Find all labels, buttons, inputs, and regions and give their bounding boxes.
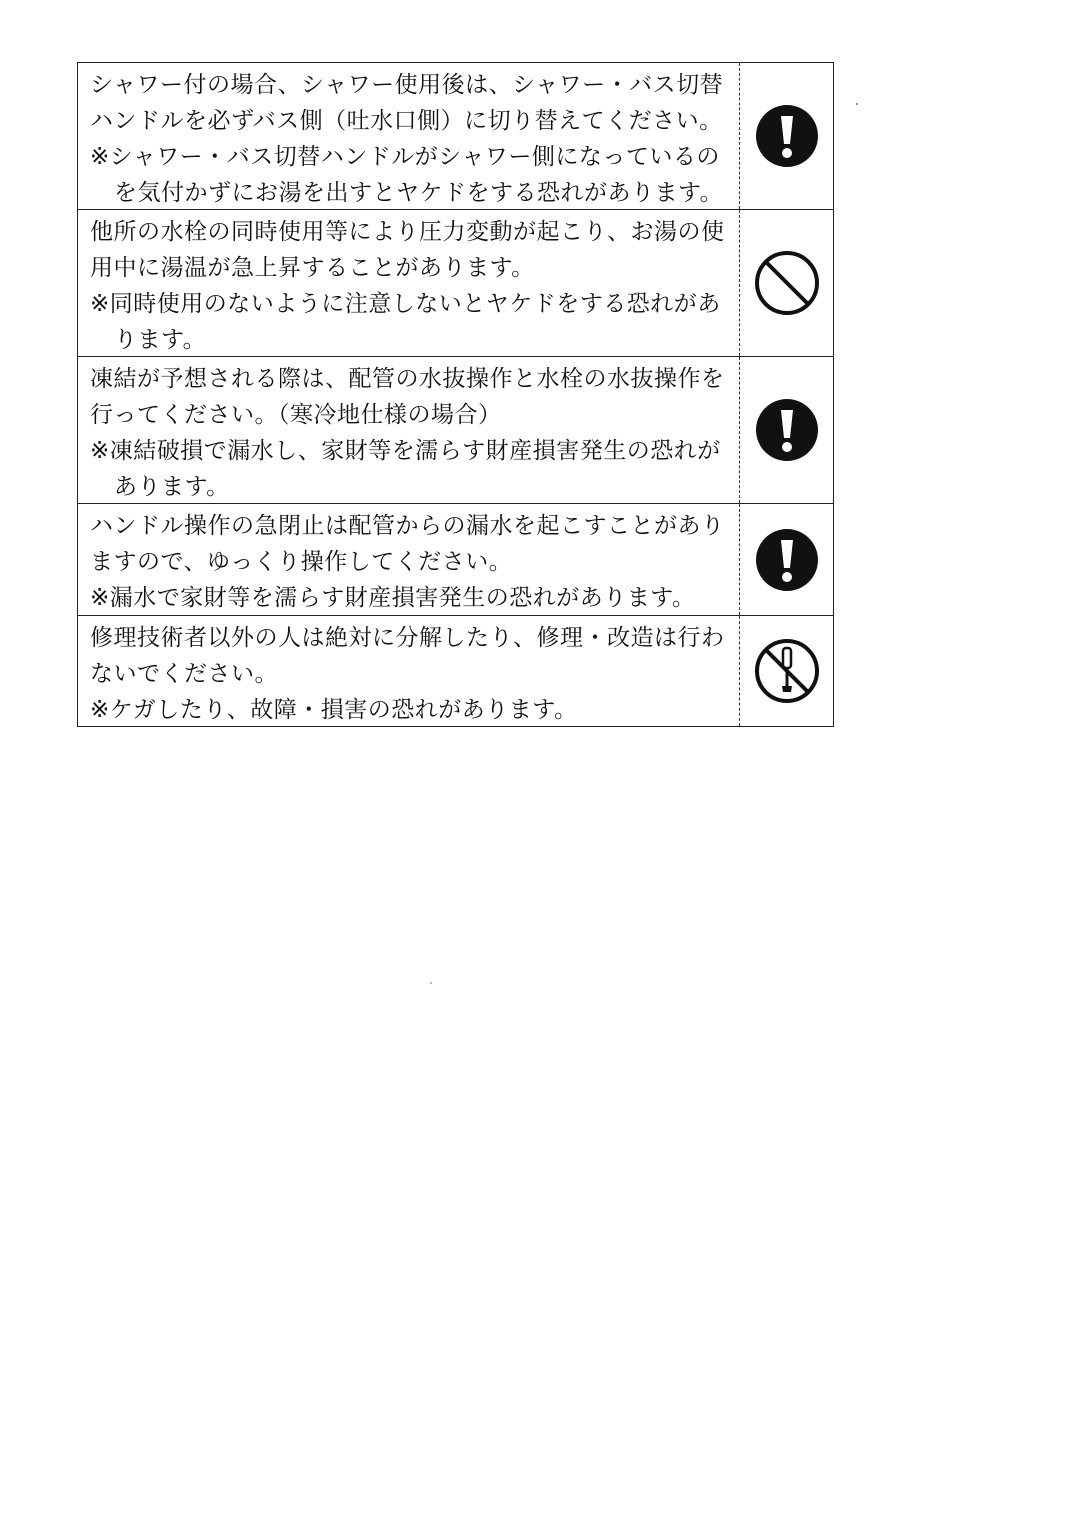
warning-note-text: ※同時使用のないように注意しないとヤケドをする恐れがあります。 — [90, 291, 721, 353]
warning-icon-cell — [740, 616, 833, 726]
warning-text-cell — [78, 63, 740, 209]
warning-row-disassembly — [78, 616, 833, 726]
scan-speck — [856, 103, 858, 105]
warning-text-cell — [78, 210, 740, 356]
warning-icon-cell — [740, 63, 833, 209]
warning-main-text: ハンドル操作の急閉止は配管からの漏水を起こすことがありますので、ゆっくり操作してください。 — [90, 513, 725, 575]
mandatory-exclamation-icon — [755, 104, 819, 168]
warning-main-text: 修理技術者以外の人は絶対に分解したり、修理・改造は行わないでください。 — [90, 625, 725, 687]
warning-main-text: 凍結が予想される際は、配管の水抜操作と水栓の水抜操作を行ってください。（寒冷地仕様の場合） — [90, 366, 725, 428]
warning-main-text: 他所の水栓の同時使用等により圧力変動が起こり、お湯の使用中に湯温が急上昇することがあります。 — [90, 219, 725, 281]
mandatory-exclamation-icon — [755, 398, 819, 462]
warning-note-text: ※シャワー・バス切替ハンドルがシャワー側になっているのを気付かずにお湯を出すとヤケドをする恐れがあります。 — [90, 144, 724, 206]
warning-icon-cell — [740, 357, 833, 503]
scan-speck — [430, 982, 432, 984]
warning-row-shower-switch — [78, 63, 833, 210]
warning-row-freezing — [78, 357, 833, 504]
warning-text-cell — [78, 616, 740, 726]
warning-text-cell — [78, 504, 740, 615]
warning-note-text: ※凍結破損で漏水し、家財等を濡らす財産損害発生の恐れがあります。 — [90, 438, 721, 500]
warning-icon-cell — [740, 504, 833, 615]
warning-row-handle-closing — [78, 504, 833, 616]
warning-note-text: ※ケガしたり、故障・損害の恐れがあります。 — [90, 697, 578, 723]
no-disassembly-icon — [754, 638, 820, 704]
warning-note-text: ※漏水で家財等を濡らす財産損害発生の恐れがあります。 — [90, 585, 696, 611]
warning-text-cell — [78, 357, 740, 503]
warning-icon-cell — [740, 210, 833, 356]
warning-main-text: シャワー付の場合、シャワー使用後は、シャワー・バス切替ハンドルを必ずバス側（吐水口側）に切り替えてください。 — [90, 72, 724, 134]
warning-row-pressure — [78, 210, 833, 357]
mandatory-exclamation-icon — [755, 528, 819, 592]
warning-table — [77, 62, 834, 727]
prohibition-icon — [754, 250, 820, 316]
